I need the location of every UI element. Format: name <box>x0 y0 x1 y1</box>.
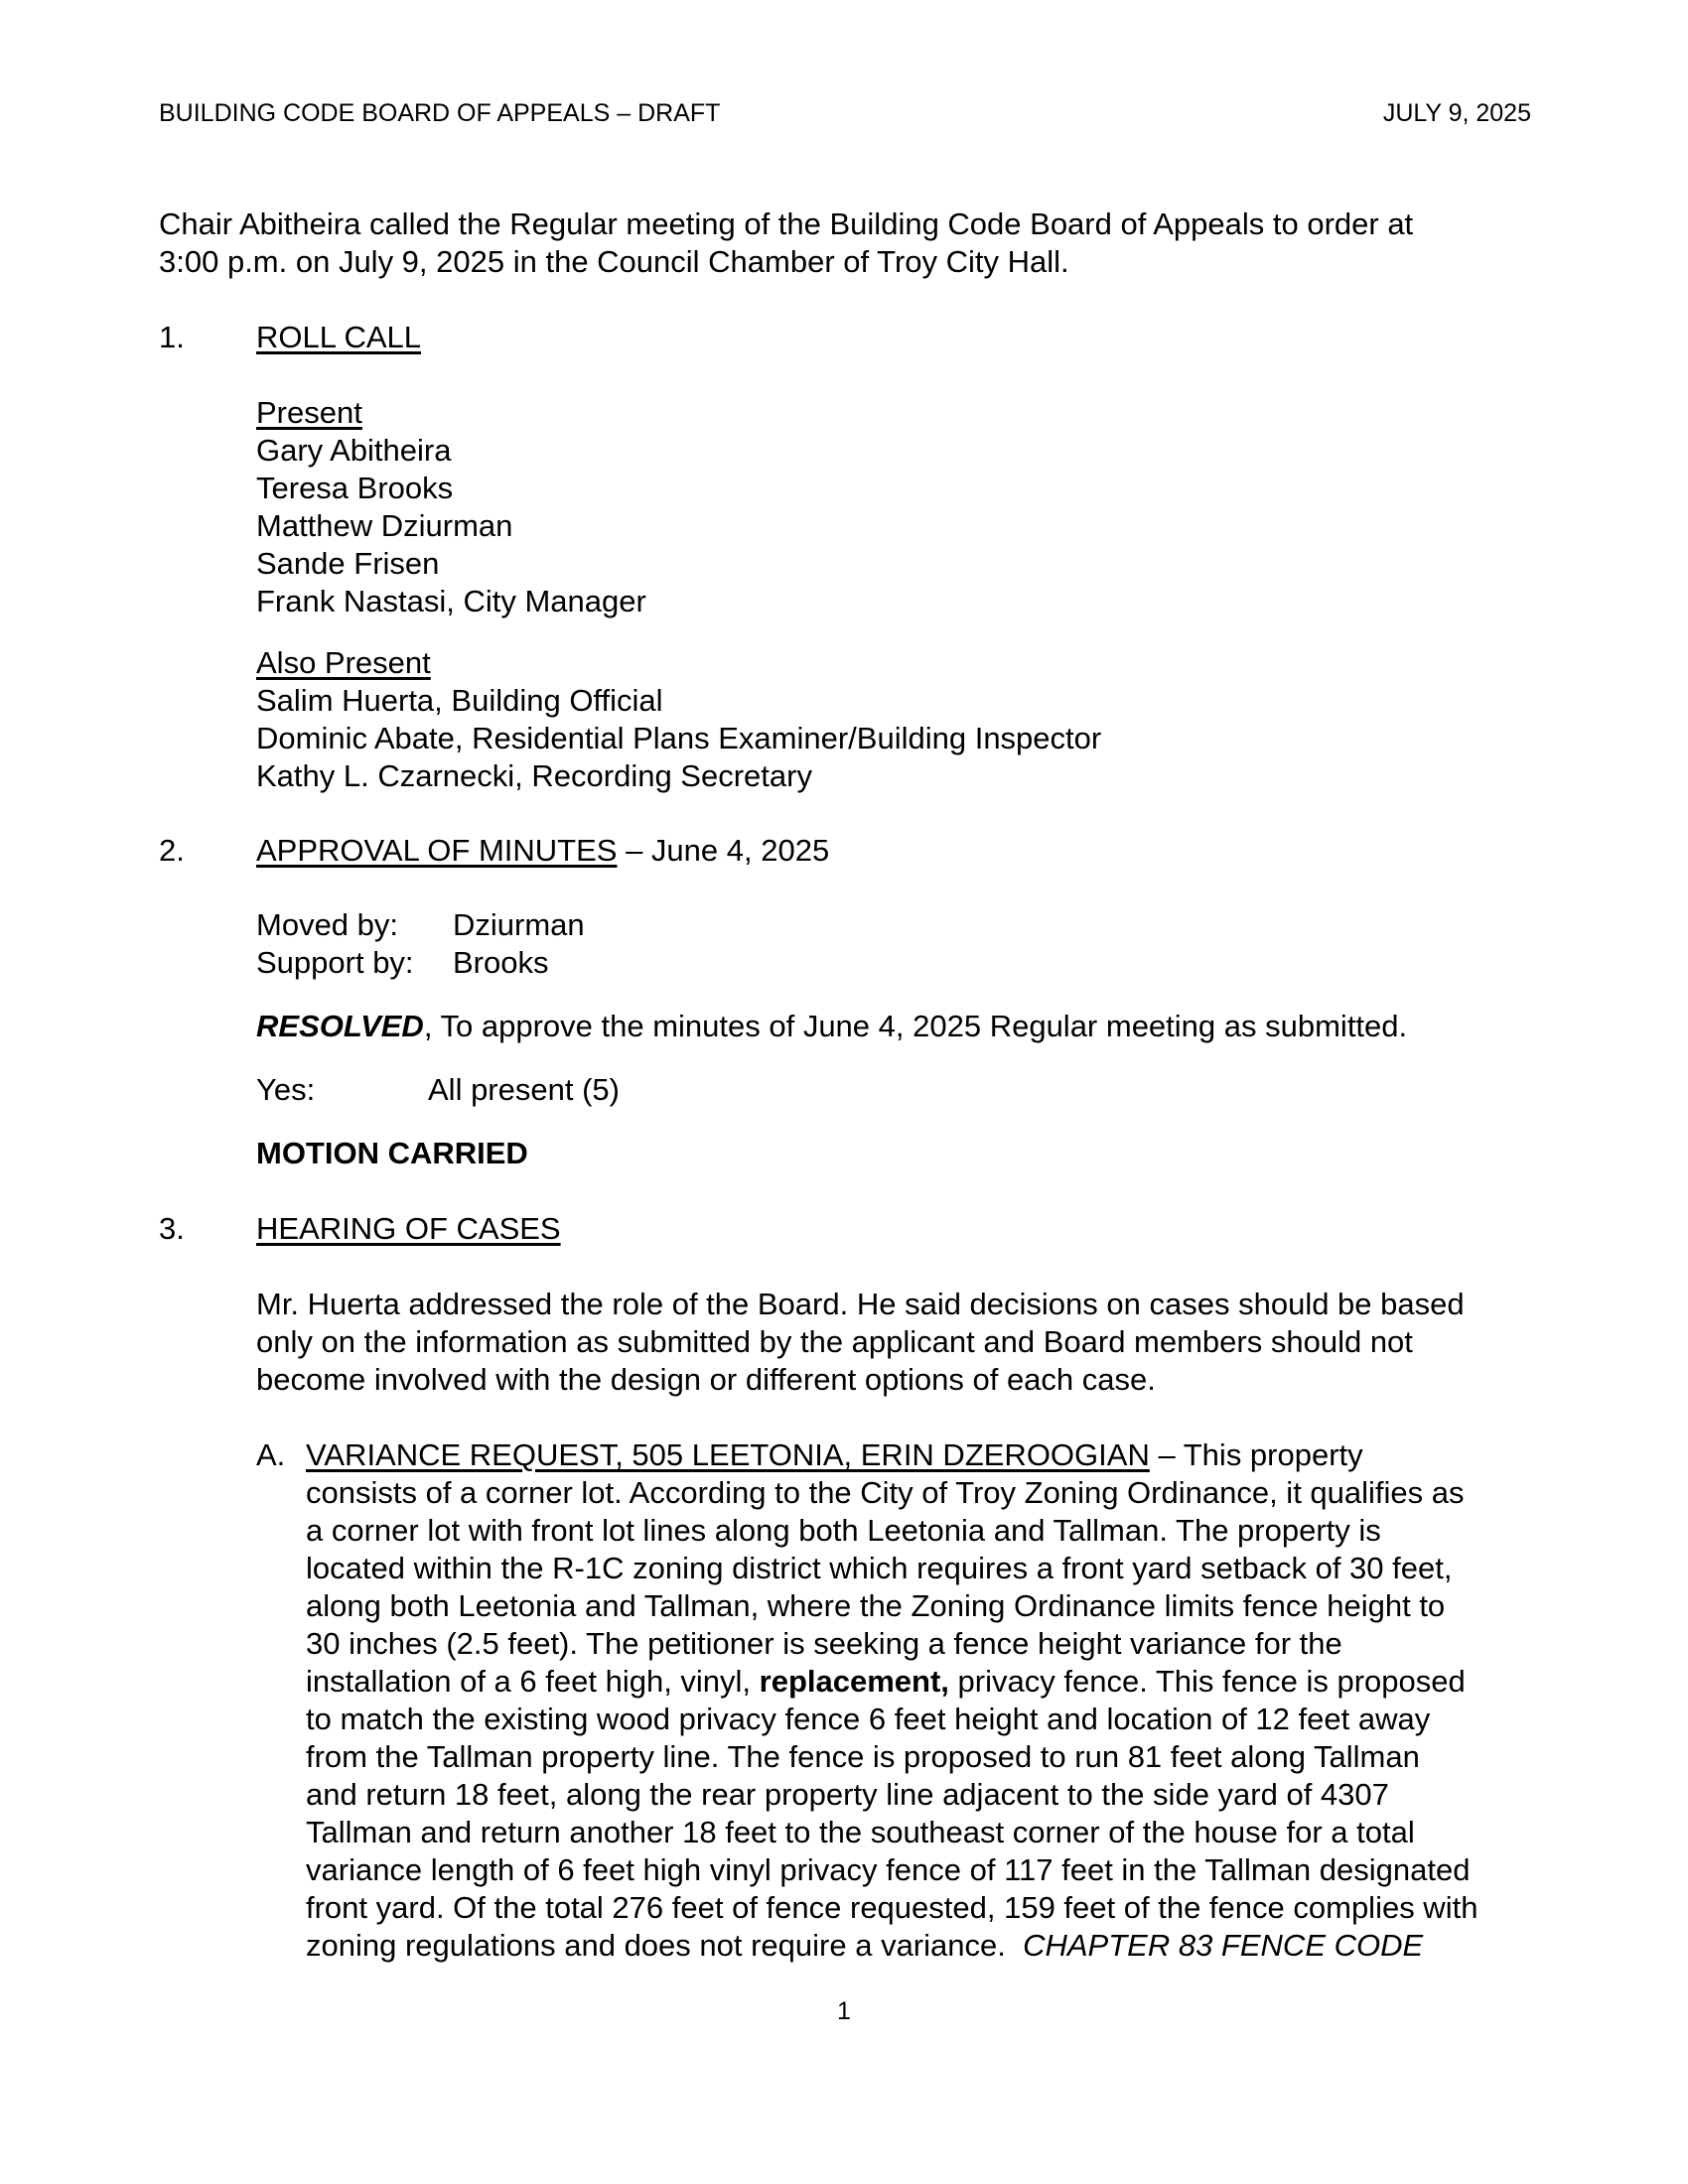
support-by-label: Support by: <box>256 945 414 980</box>
section-3-title: HEARING OF CASES <box>256 1211 561 1246</box>
case-a-letter: A. <box>256 1437 286 1472</box>
hearing-intro-line: become involved with the design or different options of each case. <box>256 1362 1156 1397</box>
case-a-text: privacy fence. This fence is proposed <box>948 1664 1466 1699</box>
moved-by-value: Dziurman <box>453 907 585 942</box>
case-a-line: variance length of 6 feet high vinyl privacy fence of 117 feet in the Tallman designated <box>306 1852 1471 1887</box>
case-a-line-last <box>306 1927 1477 1965</box>
case-a-title-suffix: – This property <box>1149 1437 1363 1472</box>
case-a-line: and return 18 feet, along the rear property line adjacent to the side yard of 4307 <box>306 1777 1389 1812</box>
support-by-value: Brooks <box>453 945 549 980</box>
also-present-label: Also Present <box>256 645 431 680</box>
case-a-text: zoning regulations and does not require a variance. <box>306 1928 1024 1963</box>
case-a-text: installation of a 6 feet high, vinyl, <box>306 1664 760 1699</box>
section-3-heading <box>256 1210 561 1248</box>
present-label: Present <box>256 395 362 430</box>
section-1-title: ROLL CALL <box>256 320 421 354</box>
section-2-title: APPROVAL OF MINUTES <box>256 833 618 868</box>
page-number: 1 <box>837 1997 851 2025</box>
present-member: Frank Nastasi, City Manager <box>256 584 646 618</box>
intro-line-2: 3:00 p.m. on July 9, 2025 in the Council Chamber of Troy City Hall. <box>159 244 1069 279</box>
also-present-list <box>256 644 1101 795</box>
intro-line-1: Chair Abitheira called the Regular meeting of the Building Code Board of Appeals to order at <box>159 206 1414 241</box>
case-a-bold-word: replacement, <box>759 1664 949 1699</box>
section-2-heading <box>256 832 829 870</box>
vote-label: Yes: <box>256 1072 316 1107</box>
present-member: Gary Abitheira <box>256 433 452 468</box>
case-a-line: 30 inches (2.5 feet). The petitioner is seeking a fence height variance for the <box>306 1626 1342 1661</box>
case-a-line: along both Leetonia and Tallman, where the Zoning Ordinance limits fence height to <box>306 1588 1446 1623</box>
header-title: BUILDING CODE BOARD OF APPEALS – DRAFT <box>159 99 721 127</box>
also-present-member: Dominic Abate, Residential Plans Examiner/Building Inspector <box>256 721 1102 755</box>
resolution <box>256 1008 1407 1045</box>
case-a-line-bold <box>306 1663 1477 1701</box>
case-a-line: consists of a corner lot. According to the City of Troy Zoning Ordinance, it qualifies as <box>306 1475 1465 1510</box>
hearing-intro-line: only on the information as submitted by the applicant and Board members should not <box>256 1324 1413 1359</box>
header-date: JULY 9, 2025 <box>1382 99 1531 127</box>
present-list <box>256 394 646 620</box>
section-2-date: – June 4, 2025 <box>617 833 830 868</box>
section-3-number: 3. <box>159 1211 185 1246</box>
also-present-member: Kathy L. Czarnecki, Recording Secretary <box>256 758 812 793</box>
present-member: Sande Frisen <box>256 546 440 581</box>
case-a-body <box>306 1474 1477 1965</box>
case-a-line: located within the R-1C zoning district which requires a front yard setback of 30 feet, <box>306 1551 1453 1585</box>
resolved-word: RESOLVED <box>256 1009 424 1043</box>
case-a-title-line <box>306 1436 1363 1474</box>
case-a-line: Tallman and return another 18 feet to the southeast corner of the house for a total <box>306 1815 1415 1849</box>
case-a-line: to match the existing wood privacy fence 6 feet height and location of 12 feet away <box>306 1702 1431 1736</box>
section-2-number: 2. <box>159 833 185 868</box>
moved-by-label: Moved by: <box>256 907 399 942</box>
case-a-title: VARIANCE REQUEST, 505 LEETONIA, ERIN DZEROOGIAN <box>306 1437 1150 1472</box>
present-member: Teresa Brooks <box>256 471 454 505</box>
hearing-intro-line: Mr. Huerta addressed the role of the Board. He said decisions on cases should be based <box>256 1287 1465 1321</box>
section-1-number: 1. <box>159 320 185 354</box>
case-a-line: front yard. Of the total 276 feet of fence requested, 159 feet of the fence complies with <box>306 1890 1478 1925</box>
hearing-intro <box>256 1286 1465 1399</box>
resolved-text: , To approve the minutes of June 4, 2025 Regular meeting as submitted. <box>423 1009 1408 1043</box>
case-a-line: from the Tallman property line. The fence is proposed to run 81 feet along Tallman <box>306 1739 1420 1774</box>
present-member: Matthew Dziurman <box>256 508 513 543</box>
also-present-member: Salim Huerta, Building Official <box>256 683 663 718</box>
case-a-line: a corner lot with front lot lines along both Leetonia and Tallman. The property is <box>306 1513 1381 1548</box>
motion-carried: MOTION CARRIED <box>256 1136 528 1170</box>
vote-value: All present (5) <box>428 1072 620 1107</box>
case-a-chapter-ref: CHAPTER 83 FENCE CODE <box>1023 1928 1424 1963</box>
section-1-heading <box>256 319 421 356</box>
